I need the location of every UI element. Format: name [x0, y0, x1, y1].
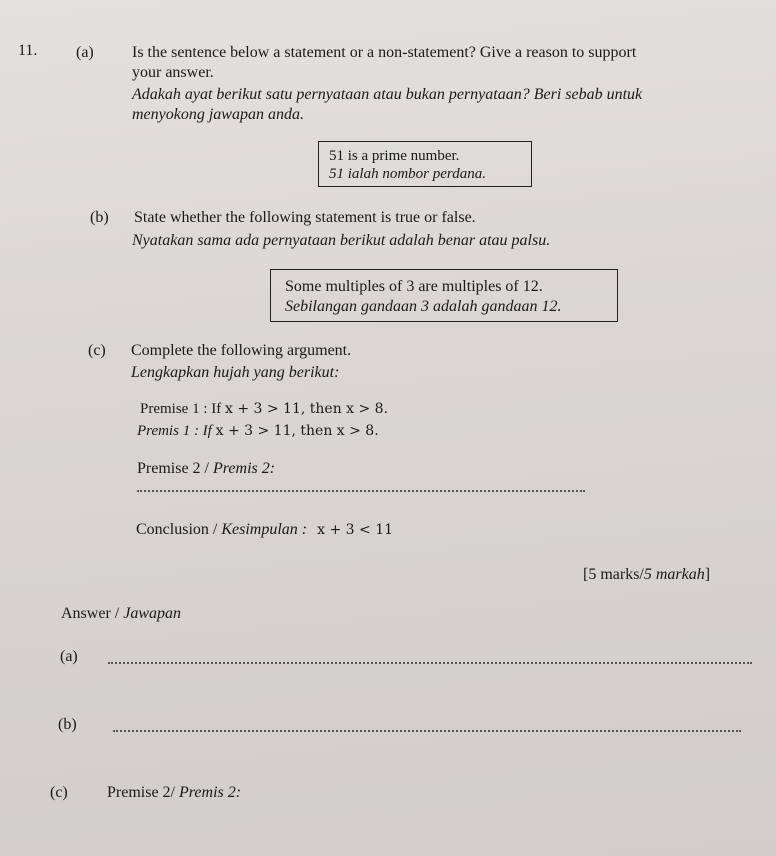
part-c-malay: Lengkapkan hujah yang berikut: — [131, 364, 340, 381]
part-a-box-english: 51 is a prime number. — [329, 148, 460, 164]
premise1-english-label: Premise 1 : If — [140, 401, 222, 417]
marks-allocation — [583, 566, 710, 584]
answer-heading-malay: Jawapan — [123, 605, 181, 622]
part-a-malay-line1: Adakah ayat berikut satu pernyataan atau bukan pernyataan? Beri sebab untuk — [132, 86, 643, 103]
part-b-label: (b) — [90, 209, 109, 226]
part-a-english-line1: Is the sentence below a statement or a non-statement? Give a reason to support — [132, 44, 637, 61]
part-c-label: (c) — [88, 342, 106, 359]
answer-c-premise — [107, 784, 241, 802]
answer-heading-english: Answer / — [61, 605, 124, 622]
part-a-english-line2: your answer. — [132, 64, 214, 81]
premise2-answer-line[interactable] — [137, 490, 585, 492]
part-a-malay-line2: menyokong jawapan anda. — [132, 106, 304, 123]
premise2-malay: Premis 2: — [213, 460, 276, 477]
conclusion-malay: Kesimpulan : — [221, 521, 308, 538]
part-a-statement-box — [318, 141, 532, 187]
answer-a-line[interactable] — [108, 662, 752, 664]
answer-c-premise-english: Premise 2/ — [107, 784, 179, 801]
premise2-label — [137, 460, 275, 478]
premise2-english: Premise 2 / — [137, 460, 213, 477]
answer-heading — [61, 605, 181, 623]
part-a-label: (a) — [76, 44, 94, 61]
question-number: 11. — [18, 42, 38, 59]
marks-malay: 5 markah — [643, 566, 705, 583]
part-b-english: State whether the following statement is true or false. — [134, 209, 476, 226]
conclusion-math: x + 3 < 11 — [317, 522, 394, 538]
part-b-malay: Nyatakan sama ada pernyataan berikut adalah benar atau palsu. — [132, 232, 551, 249]
marks-close: ] — [704, 566, 711, 583]
marks-english: [5 marks/ — [583, 566, 644, 583]
part-b-box-malay: Sebilangan gandaan 3 adalah gandaan 12. — [285, 298, 562, 315]
part-b-box-english: Some multiples of 3 are multiples of 12. — [285, 278, 543, 295]
part-a-box-malay: 51 ialah nombor perdana. — [329, 166, 486, 182]
premise1-malay — [137, 423, 379, 440]
premise1-malay-math: x + 3 > 11, then x > 8. — [215, 423, 379, 439]
part-c-english: Complete the following argument. — [131, 342, 352, 359]
answer-b-label: (b) — [58, 716, 77, 733]
premise1-english-math: x + 3 > 11, then x > 8. — [224, 401, 389, 417]
answer-c-label: (c) — [50, 784, 68, 801]
conclusion-english: Conclusion / — [136, 521, 222, 538]
part-b-statement-box — [270, 269, 618, 322]
conclusion-label — [136, 521, 393, 539]
premise1-malay-label: Premis 1 : If — [137, 423, 212, 439]
premise1-english — [140, 401, 388, 418]
answer-c-premise-malay: Premis 2: — [179, 784, 242, 801]
answer-a-label: (a) — [60, 648, 78, 665]
answer-b-line[interactable] — [113, 730, 741, 732]
